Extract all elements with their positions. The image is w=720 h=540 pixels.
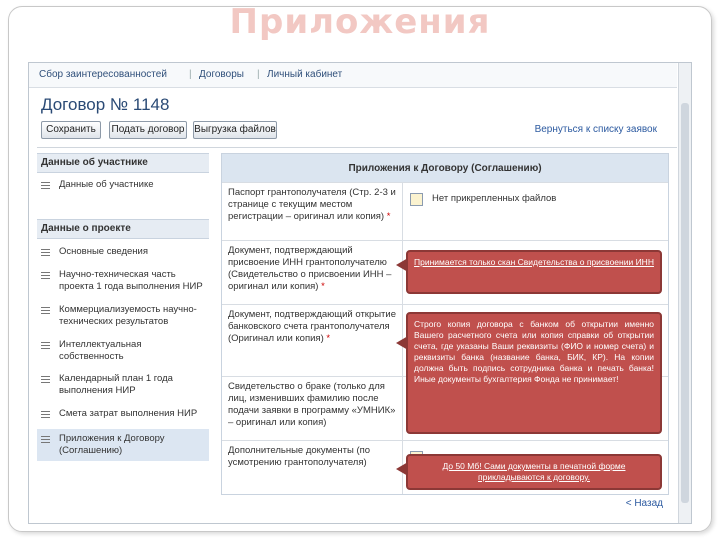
list-icon — [41, 307, 50, 317]
sidebar-item-calendar-plan[interactable] — [37, 373, 209, 399]
attached-files-status: Нет прикрепленных файлов — [432, 193, 557, 204]
sidebar — [37, 153, 209, 483]
sidebar-item-label: Интеллектуальная собственность — [59, 339, 142, 362]
nav-item-collection[interactable]: Сбор заинтересованностей — [39, 69, 167, 80]
tooltip-inn: Принимается только скан Свидетельства о присвоении ИНН — [406, 250, 662, 294]
sidebar-item-attachments[interactable] — [37, 429, 209, 461]
list-icon — [41, 342, 50, 352]
top-nav — [29, 63, 677, 88]
attach-file-icon[interactable] — [410, 193, 423, 206]
list-icon — [41, 411, 50, 421]
save-button[interactable]: Сохранить — [41, 121, 101, 139]
nav-separator: | — [189, 69, 192, 80]
list-icon — [41, 272, 50, 282]
nav-separator: | — [257, 69, 260, 80]
sidebar-item-intellectual-property[interactable] — [37, 339, 209, 365]
list-icon — [41, 436, 50, 446]
document-description: Паспорт грантополучателя (Стр. 2-3 и странице с текущим местом регистрации – оригинал или копия) * — [228, 187, 396, 222]
sidebar-item-label: Научно-техническая часть проекта 1 года выполнения НИР — [59, 269, 203, 292]
sidebar-item-label: Данные об участнике — [59, 179, 154, 190]
document-description: Свидетельство о браке (только для лиц, изменивших фамилию после подачи заявки в программу «УМНИК» – оригинал или копия) — [228, 381, 396, 428]
document-description: Документ, подтверждающий открытие банковского счета грантополучателя (Оригинал или копия) * — [228, 309, 396, 344]
sidebar-item-label: Коммерциализуемость научно-технических результатов — [59, 304, 197, 327]
document-description: Документ, подтверждающий присвоение ИНН грантополучателю (Свидетельство о присвоении ИНН – оригинал или копия) * — [228, 245, 392, 292]
panel-title: Приложения к Договору (Соглашению) — [222, 154, 668, 182]
submit-contract-button[interactable]: Подать договор — [109, 121, 187, 139]
sidebar-item-label: Основные сведения — [59, 246, 149, 257]
list-icon — [41, 376, 50, 386]
sidebar-item-participant[interactable] — [37, 179, 209, 195]
back-to-list-link[interactable]: Вернуться к списку заявок — [534, 124, 657, 135]
sidebar-item-cost-estimate[interactable] — [37, 408, 209, 422]
sidebar-header-project: Данные о проекте — [37, 219, 209, 239]
nav-item-contracts[interactable]: Договоры — [199, 69, 244, 80]
list-icon — [41, 182, 50, 192]
sidebar-item-scientific-part[interactable] — [37, 269, 209, 295]
back-link[interactable]: < Назад — [625, 498, 663, 509]
scrollbar-thumb[interactable] — [681, 103, 689, 503]
sidebar-item-label: Календарный план 1 года выполнения НИР — [59, 373, 173, 396]
sidebar-header-participant: Данные об участнике — [37, 153, 209, 173]
tooltip-bank-account: Строго копия договора с банком об открытии именно Вашего расчетного счета или копия справки об открытии счета, где указаны Ваши реквизиты (ФИО и номер счета) и реквизиты банка (название банка, БИК, КР). На копии должна быть подпись сотрудника банка и печать банка! Иные документы бухгалтерия Фонда не принимает! — [406, 312, 662, 434]
sidebar-item-label: Смета затрат выполнения НИР — [59, 408, 198, 419]
sidebar-item-basic-info[interactable] — [37, 246, 209, 260]
table-row — [222, 182, 668, 241]
toolbar — [37, 121, 677, 143]
slide-title: Приложения — [229, 2, 491, 42]
tooltip-additional-docs: До 50 Мб! Сами документы в печатной форме прикладываются к договору. — [406, 454, 662, 490]
page-title: Договор № 1148 — [41, 95, 170, 114]
document-description: Дополнительные документы (по усмотрению грантополучателя) — [228, 445, 371, 468]
export-files-button[interactable]: Выгрузка файлов — [193, 121, 277, 139]
sidebar-item-label: Приложения к Договору (Соглашению) — [59, 433, 165, 456]
nav-item-account[interactable]: Личный кабинет — [267, 69, 343, 80]
scrollbar[interactable] — [678, 63, 691, 523]
list-icon — [41, 249, 50, 259]
divider — [37, 147, 677, 148]
sidebar-item-commercialization[interactable] — [37, 304, 209, 330]
